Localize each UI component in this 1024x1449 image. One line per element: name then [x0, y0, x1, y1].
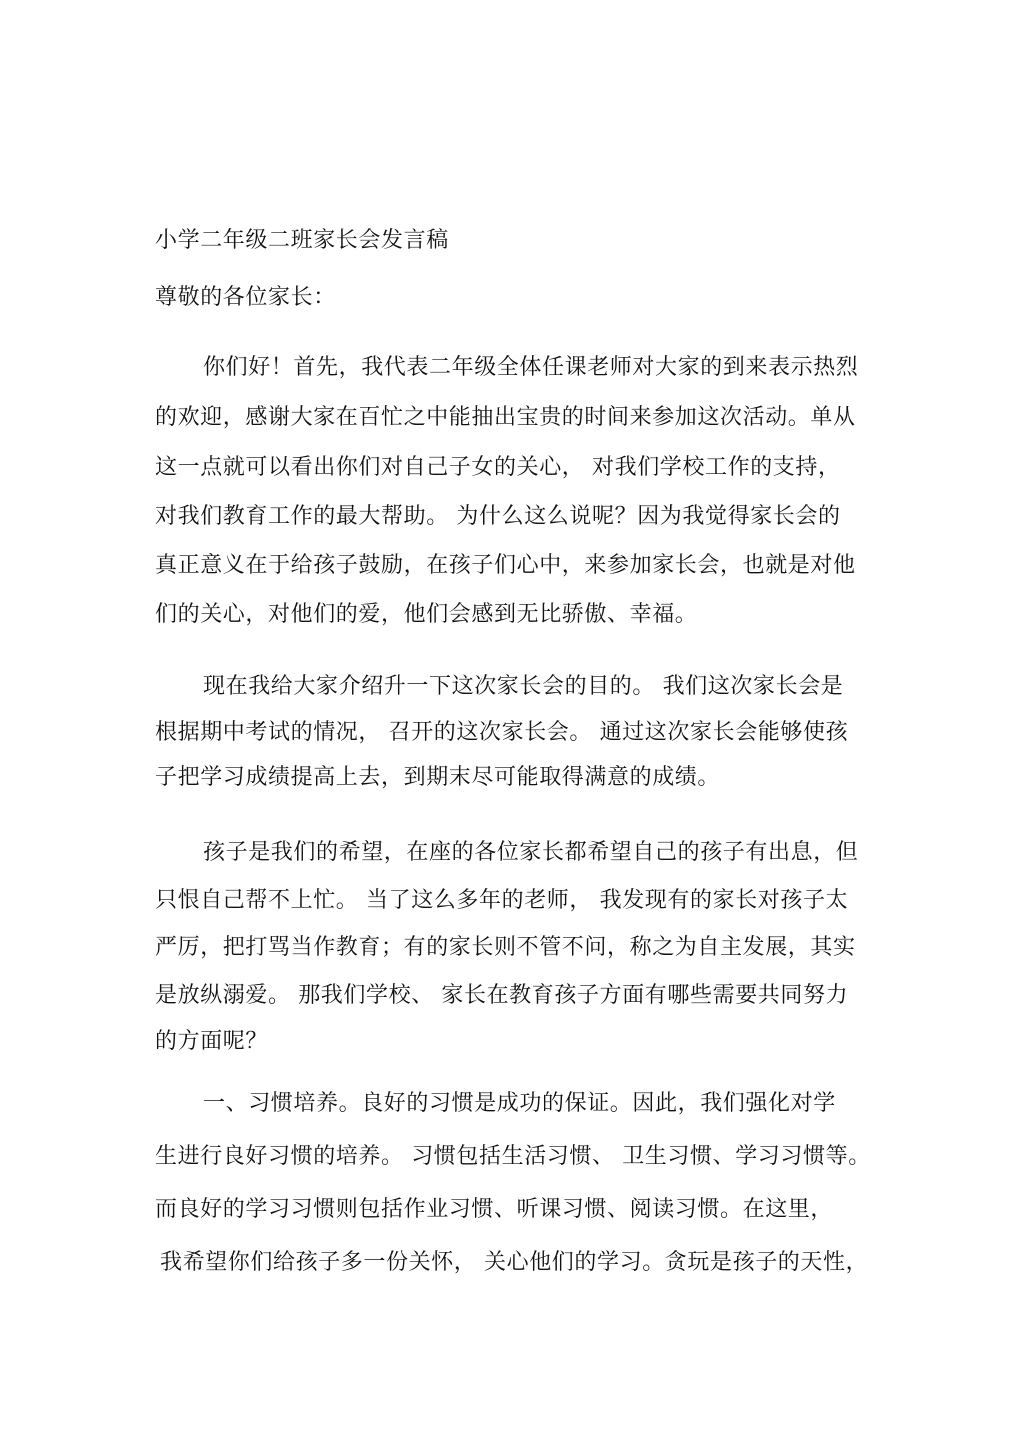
greeting: 尊敬的各位家长：: [155, 285, 336, 310]
paragraph-line: 现在我给大家介绍升一下这次家长会的目的。 我们这次家长会是: [203, 674, 844, 699]
paragraph-line: 我希望你们给孩子多一份关怀， 关心他们的学习。贪玩是孩子的天性，: [160, 1250, 869, 1275]
paragraph-line: 的方面呢？: [155, 1029, 269, 1054]
paragraph-line: 们的关心，对他们的爱，他们会感到无比骄傲、幸福。: [155, 602, 698, 627]
paragraph-line: 真正意义在于给孩子鼓励，在孩子们心中，来参加家长会，也就是对他: [155, 553, 856, 578]
paragraph-line: 严厉，把打骂当作教育；有的家长则不管不问，称之为自主发展，其实: [155, 935, 856, 960]
paragraph-line: 子把学习成绩提高上去，到期末尽可能取得满意的成绩。: [155, 765, 721, 790]
paragraph-line: 这一点就可以看出你们对自己子女的关心， 对我们学校工作的支持，: [155, 455, 841, 480]
paragraph-line: 对我们教育工作的最大帮助。 为什么这么说呢？因为我觉得家长会的: [155, 504, 841, 529]
paragraph-line: 的欢迎，感谢大家在百忙之中能抽出宝贵的时间来参加这次活动。单从: [155, 405, 856, 430]
paragraph-line: 只恨自己帮不上忙。 当了这么多年的老师， 我发现有的家长对孩子太: [155, 888, 849, 913]
document-title: 小学二年级二班家长会发言稿: [155, 228, 449, 253]
paragraph-line: 是放纵溺爱。 那我们学校、 家长在教育孩子方面有哪些需要共同努力: [155, 983, 849, 1008]
paragraph-line: 生进行良好习惯的培养。 习惯包括生活习惯、 卫生习惯、学习习惯等。: [155, 1144, 871, 1169]
paragraph-line: 你们好！首先，我代表二年级全体任课老师对大家的到来表示热烈: [203, 355, 859, 380]
paragraph-line: 而良好的学习习惯则包括作业习惯、听课习惯、阅读习惯。在这里，: [155, 1197, 834, 1222]
paragraph-line: 一、习惯培养。良好的习惯是成功的保证。因此，我们强化对学: [203, 1091, 836, 1116]
paragraph-line: 孩子是我们的希望，在座的各位家长都希望自己的孩子有出息，但: [203, 840, 859, 865]
paragraph-line: 根据期中考试的情况， 召开的这次家长会。 通过这次家长会能够使孩: [155, 720, 849, 745]
